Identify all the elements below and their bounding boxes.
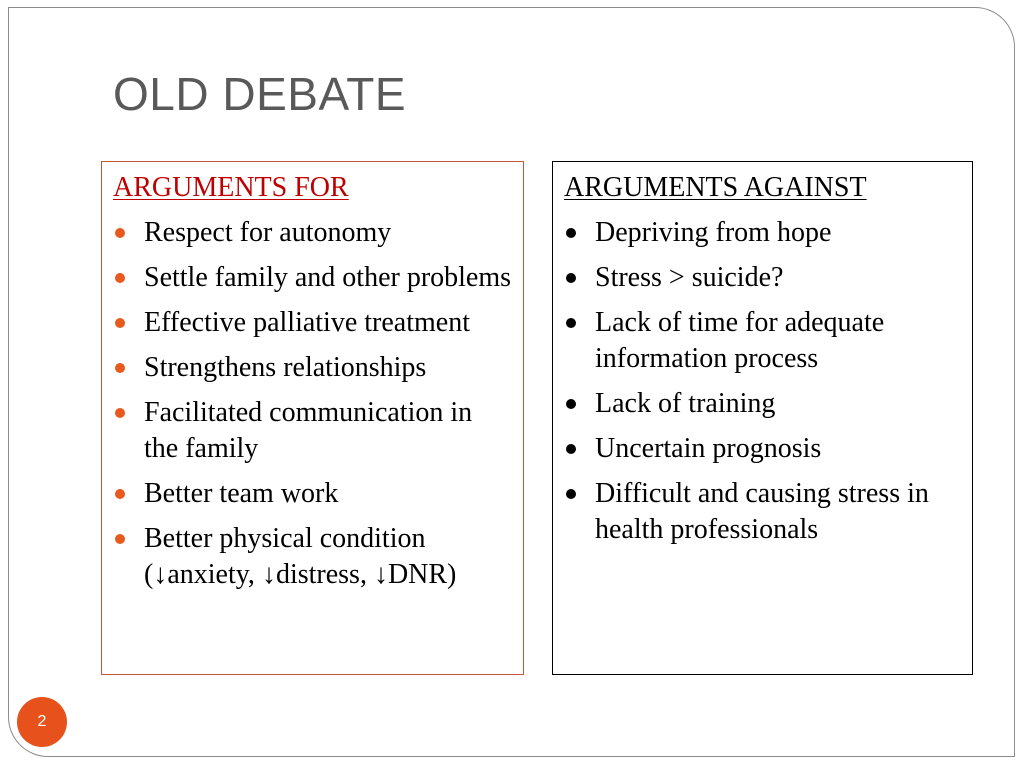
list-item [564,476,962,548]
slide-title: OLD DEBATE [113,68,406,120]
bullet-icon [115,489,125,499]
bullet-icon [566,444,576,454]
list-item-text: Strengthens relationships [144,352,427,383]
bullet-icon [115,228,125,238]
list-item-text: Lack of training [595,388,776,419]
down-arrow-icon: ↓ [373,559,388,590]
detail-anxiety: anxiety, [167,559,262,590]
list-item-text: Lack of time for adequate information process [595,307,885,374]
list-item-text: Effective palliative treatment [144,307,470,338]
list-item [113,521,513,593]
list-item [113,260,513,296]
bullet-icon [115,273,125,283]
list-item-text: Better physical condition [144,523,426,554]
list-item [113,350,513,386]
list-item [564,431,962,467]
list-item [113,305,513,341]
arguments-for-heading: ARGUMENTS FOR [113,172,349,203]
list-item-text: Depriving from hope [595,217,832,248]
list-item-text: Difficult and causing stress in health professionals [595,478,929,545]
detail-distress: distress, [275,559,374,590]
list-item-text: Facilitated communication in the family [144,397,473,464]
bullet-icon [115,534,125,544]
list-item [564,305,962,377]
list-item [564,215,962,251]
arguments-against-list [564,215,962,548]
bullet-icon [115,408,125,418]
detail-dnr: DNR) [387,559,457,590]
bullet-icon [566,273,576,283]
list-item [564,260,962,296]
list-item [113,215,513,251]
bullet-icon [566,318,576,328]
down-arrow-icon: ↓ [153,559,168,590]
bullet-icon [115,318,125,328]
bullet-icon [566,399,576,409]
list-item [113,476,513,512]
list-item [113,395,513,467]
bullet-icon [566,228,576,238]
bullet-icon [566,489,576,499]
down-arrow-icon: ↓ [261,559,276,590]
list-item-text: Settle family and other problems [144,262,512,293]
arguments-for-box [101,161,524,675]
arguments-for-list [113,215,513,593]
arguments-against-heading: ARGUMENTS AGAINST [564,172,867,203]
bullet-icon [115,363,125,373]
list-item-text: Stress > suicide? [595,262,784,293]
list-item [564,386,962,422]
list-item-text: Better team work [144,478,339,509]
page-number-badge: 2 [17,697,67,747]
arguments-against-box [552,161,973,675]
list-item-text: Respect for autonomy [144,217,392,248]
list-item-text: Uncertain prognosis [595,433,822,464]
detail-open-paren: ( [144,559,154,590]
